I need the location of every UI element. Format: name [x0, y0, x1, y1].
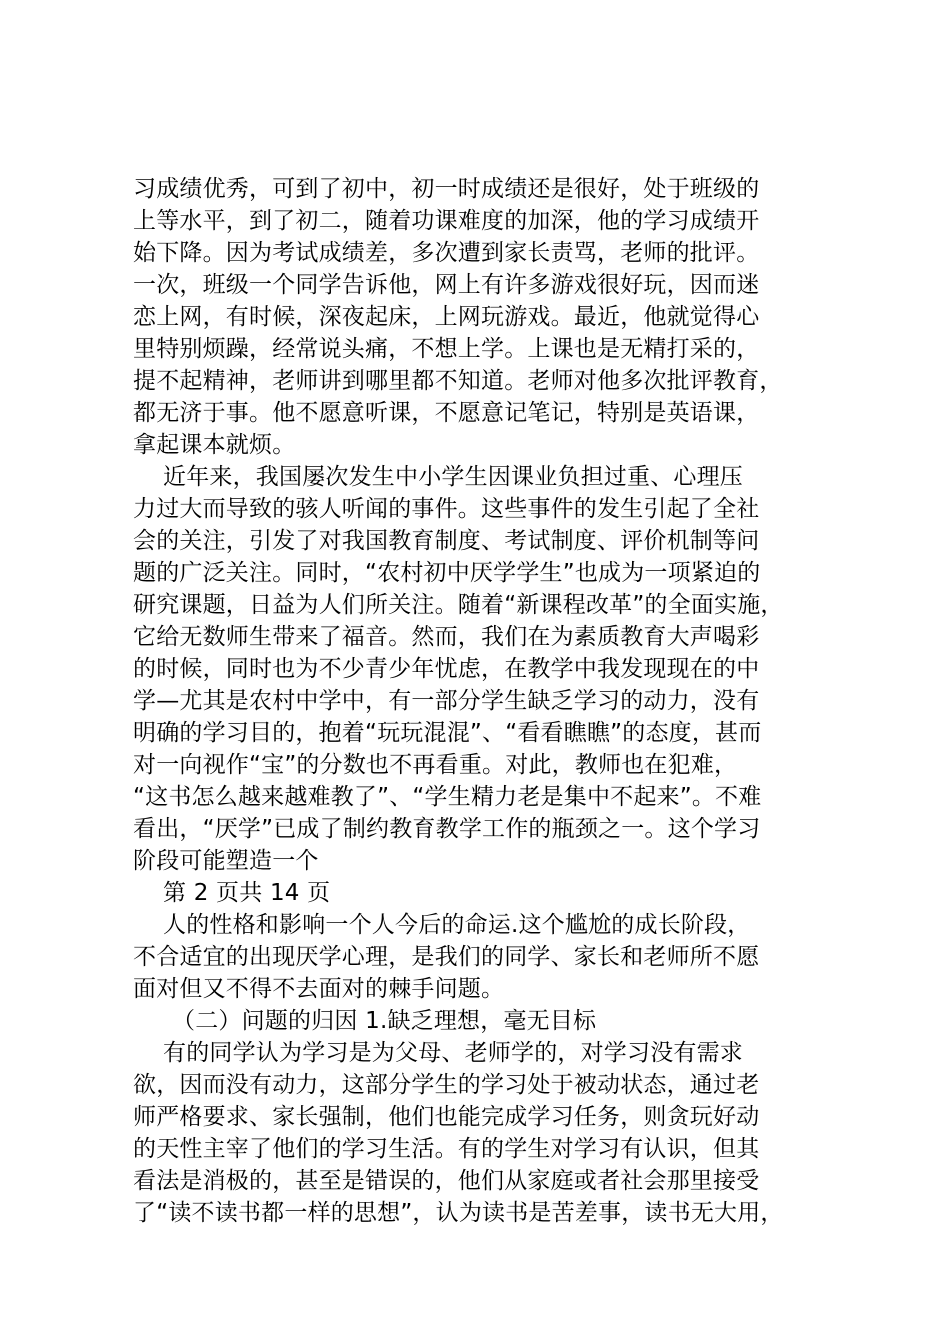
paragraph-line: 都无济于事。他不愿意听课，不愿意记笔记，特别是英语课， [133, 400, 760, 426]
paragraph-line: 的时候，同时也为不少青少年忧虑，在教学中我发现现在的中 [133, 656, 760, 682]
paragraph-line: 有的同学认为学习是为父母、老师学的，对学习没有需求 [163, 1040, 743, 1066]
paragraph-line: 一次，班级一个同学告诉他，网上有许多游戏很好玩，因而迷 [133, 272, 760, 298]
paragraph-line: 始下降。因为考试成绩差，多次遭到家长责骂，老师的批评。 [133, 240, 760, 266]
paragraph-line: 了“读不读书都一样的思想”，认为读书是苦差事，读书无大用， [133, 1200, 784, 1226]
paragraph-line: 看法是消极的，甚至是错误的，他们从家庭或者社会那里接受 [133, 1168, 760, 1194]
paragraph-line: 恋上网，有时候，深夜起床，上网玩游戏。最近，他就觉得心 [133, 304, 760, 330]
paragraph-line: 习成绩优秀，可到了初中，初一时成绩还是很好，处于班级的 [133, 176, 760, 202]
paragraph-line: 的天性主宰了他们的学习生活。有的学生对学习有认识，但其 [133, 1136, 760, 1162]
paragraph-line: 不合适宜的出现厌学心理，是我们的同学、家长和老师所不愿 [133, 944, 760, 970]
paragraph-line: 上等水平，到了初二，随着功课难度的加深，他的学习成绩开 [133, 208, 760, 234]
paragraph-line: 拿起课本就烦。 [133, 432, 296, 458]
paragraph-line: 研究课题，日益为人们所关注。随着“新课程改革”的全面实施， [133, 592, 784, 618]
paragraph-line: 看出，“厌学”已成了制约教育教学工作的瓶颈之一。这个学习 [133, 816, 761, 842]
paragraph-line: 欲，因而没有动力，这部分学生的学习处于被动状态，通过老 [133, 1072, 760, 1098]
paragraph-line: 阶段可能塑造一个 [133, 848, 319, 874]
paragraph-line: “这书怎么越来越难教了”、“学生精力老是集中不起来”。不难 [133, 784, 762, 810]
paragraph-line: 明确的学习目的，抱着“玩玩混混”、“看看瞧瞧”的态度，甚而 [133, 720, 762, 746]
section-heading: （二）问题的归因 1.缺乏理想，毫无目标 [172, 1008, 597, 1034]
paragraph-line: 师严格要求、家长强制，他们也能完成学习任务，则贪玩好动 [133, 1104, 760, 1130]
paragraph-line: 面对但又不得不去面对的棘手问题。 [133, 976, 505, 1002]
paragraph-line: 提不起精神，老师讲到哪里都不知道。老师对他多次批评教育， [133, 368, 783, 394]
paragraph-line: 力过大而导致的骇人听闻的事件。这些事件的发生引起了全社 [133, 496, 760, 522]
paragraph-line: 学—尤其是农村中学中，有一部分学生缺乏学习的动力，没有 [133, 688, 760, 714]
paragraph-line: 题的广泛关注。同时，“农村初中厌学学生”也成为一项紧迫的 [133, 560, 761, 586]
paragraph-line: 会的关注，引发了对我国教育制度、考试制度、评价机制等问 [133, 528, 760, 554]
paragraph-line: 近年来，我国屡次发生中小学生因课业负担过重、心理压 [163, 464, 743, 490]
paragraph-line: 人的性格和影响一个人今后的命运.这个尴尬的成长阶段， [163, 912, 751, 938]
paragraph-line: 它给无数师生带来了福音。然而，我们在为素质教育大声喝彩 [133, 624, 760, 650]
page-number: 第 2 页共 14 页 [163, 880, 331, 906]
paragraph-line: 对一向视作“宝”的分数也不再看重。对此，教师也在犯难， [133, 752, 738, 778]
paragraph-line: 里特别烦躁，经常说头痛，不想上学。上课也是无精打采的， [133, 336, 760, 362]
